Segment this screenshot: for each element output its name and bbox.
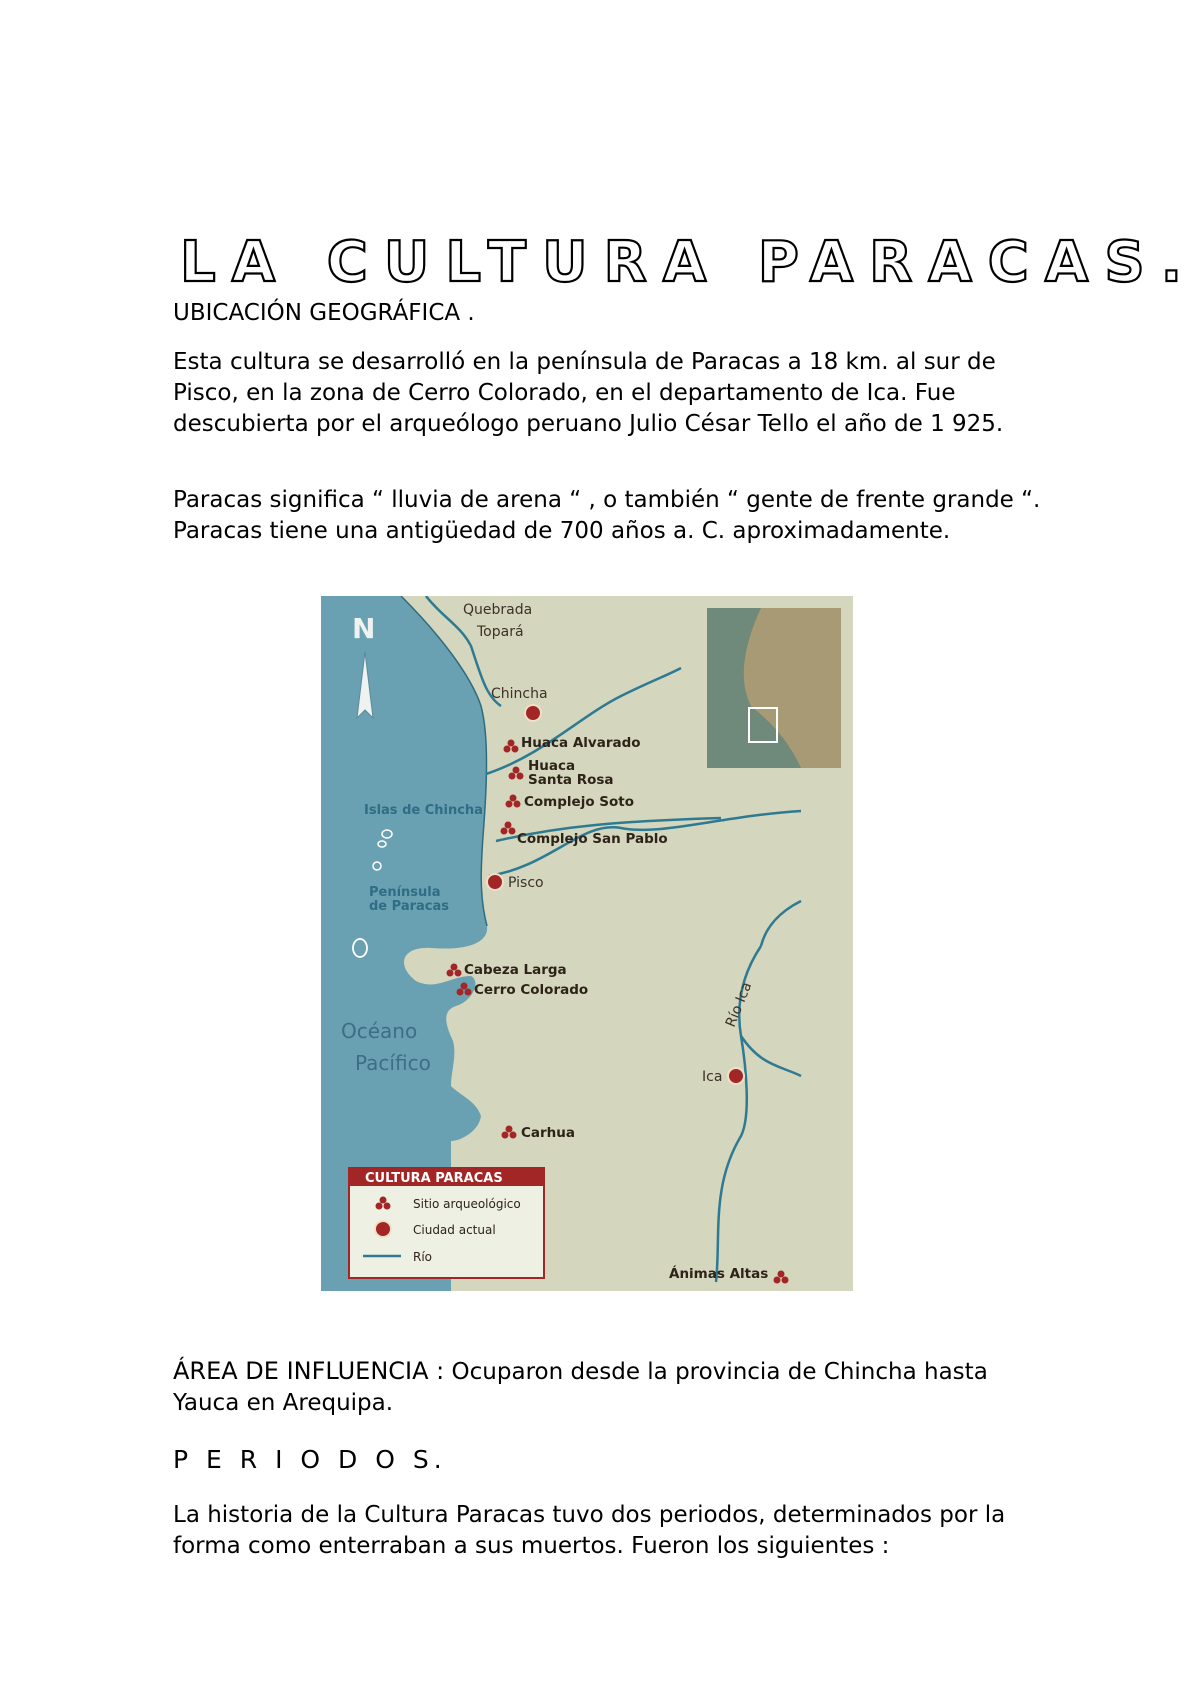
label-islas-chincha: Islas de Chincha bbox=[364, 803, 483, 818]
area-heading: ÁREA DE INFLUENCIA : bbox=[173, 1357, 445, 1385]
legend-river-label: Río bbox=[413, 1250, 433, 1264]
label-santa-rosa: Santa Rosa bbox=[528, 772, 614, 788]
city-marker-pisco bbox=[487, 874, 503, 890]
label-peninsula: Península bbox=[369, 885, 441, 900]
label-carhua: Carhua bbox=[521, 1125, 576, 1141]
page-title bbox=[180, 226, 1190, 296]
label-chincha: Chincha bbox=[491, 686, 548, 702]
paragraph-area-influencia bbox=[173, 1356, 1053, 1419]
area-text: Ocuparon desde la provincia de Chincha hasta Yauca en Arequipa. bbox=[173, 1359, 988, 1416]
label-animas-altas: Ánimas Altas bbox=[669, 1266, 769, 1282]
city-marker-ica bbox=[728, 1068, 744, 1084]
label-cerro-colorado: Cerro Colorado bbox=[474, 982, 589, 998]
label-rio-ica: Río Ica bbox=[722, 979, 756, 1030]
map-legend bbox=[349, 1168, 544, 1278]
paragraph-meaning: Paracas significa “ lluvia de arena “ , o también “ gente de frente grande “. Paracas tiene una antigüedad de 700 años a. C. aproximadamente. bbox=[173, 487, 1041, 544]
label-complejo-san-pablo: Complejo San Pablo bbox=[517, 831, 668, 847]
north-label: N bbox=[352, 612, 376, 645]
paragraph-location: Esta cultura se desarrolló en la península de Paracas a 18 km. al sur de Pisco, en la zona de Cerro Colorado, en el departamento de Ica. Fue descubierta por el arqueólogo peruano Julio César Tello el año de 1 925. bbox=[173, 349, 1004, 437]
paracas-map bbox=[321, 596, 853, 1291]
section-heading-periodos: P E R I O D O S. bbox=[173, 1445, 447, 1474]
legend-city-label: Ciudad actual bbox=[413, 1223, 496, 1237]
legend-city-icon bbox=[375, 1221, 391, 1237]
page-title-text: LA CULTURA PARACAS. bbox=[180, 230, 1185, 295]
label-oceano: Océano bbox=[341, 1019, 418, 1043]
label-huaca-alvarado: Huaca Alvarado bbox=[521, 735, 641, 751]
section-heading-ubicacion: UBICACIÓN GEOGRÁFICA . bbox=[173, 300, 475, 326]
label-pacifico: Pacífico bbox=[355, 1051, 431, 1075]
label-de-paracas: de Paracas bbox=[369, 899, 449, 914]
map-svg bbox=[321, 596, 853, 1291]
legend-title: CULTURA PARACAS bbox=[365, 1171, 503, 1186]
label-topara: Topará bbox=[477, 624, 524, 640]
label-quebrada: Quebrada bbox=[463, 602, 533, 618]
label-complejo-soto: Complejo Soto bbox=[524, 794, 635, 810]
city-marker-chincha bbox=[525, 705, 541, 721]
paragraph-periodos: La historia de la Cultura Paracas tuvo dos periodos, determinados por la forma como enterraban a sus muertos. Fueron los siguientes : bbox=[173, 1502, 1006, 1559]
label-pisco: Pisco bbox=[508, 875, 544, 891]
inset-locator-map bbox=[707, 608, 841, 768]
label-cabeza-larga: Cabeza Larga bbox=[464, 962, 567, 978]
label-huaca: Huaca bbox=[528, 758, 576, 774]
label-ica: Ica bbox=[702, 1069, 723, 1085]
legend-site-label: Sitio arqueológico bbox=[413, 1197, 521, 1211]
